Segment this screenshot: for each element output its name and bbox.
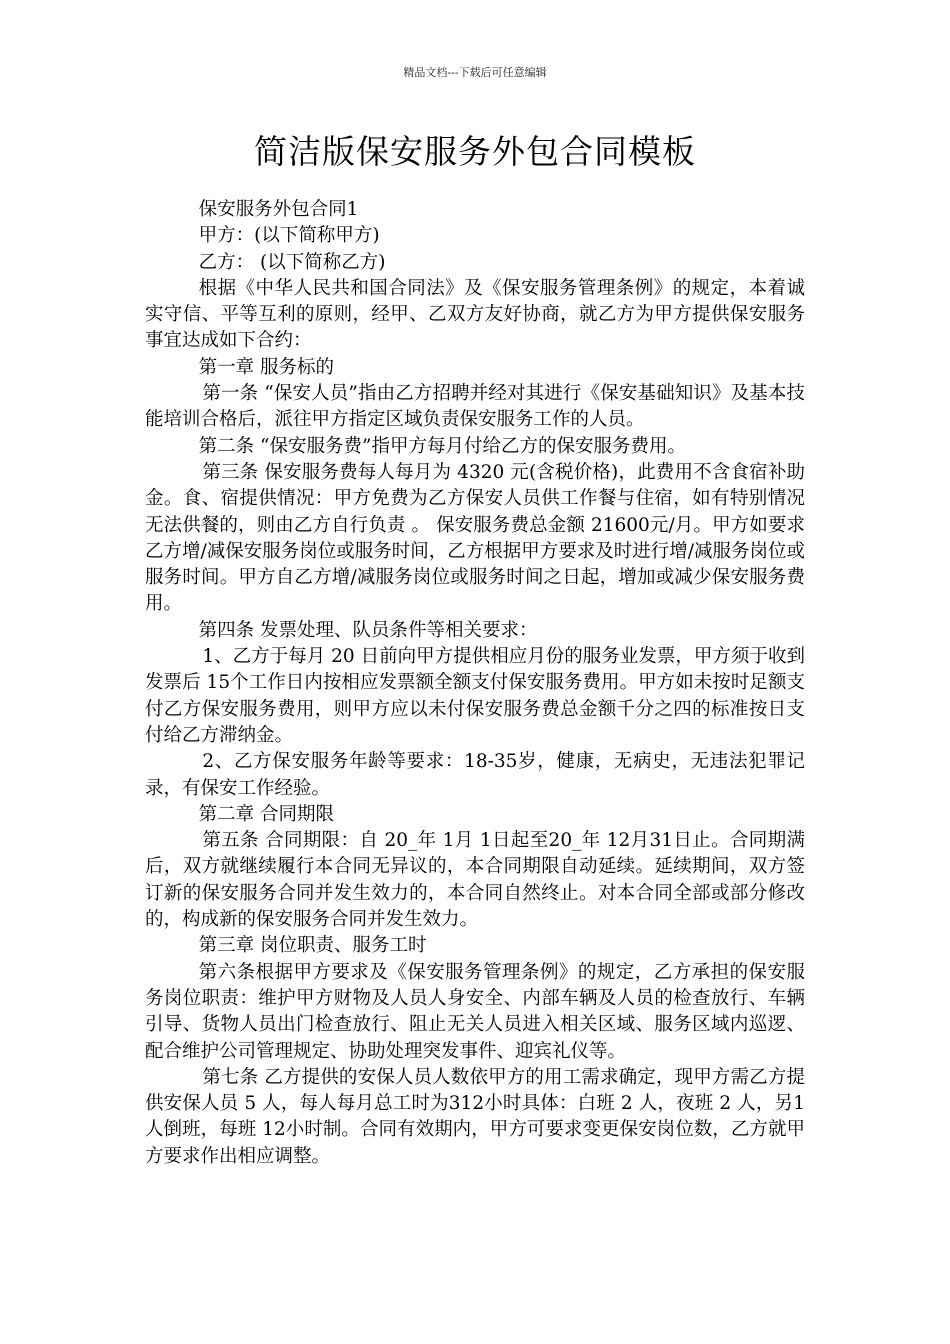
- chapter-2-heading: 第二章 合同期限: [198, 803, 335, 825]
- article-4-item-1: 1、乙方于每月 20 日前向甲方提供相应月份的服务业发票，甲方须于收到发票后 15个工作日内按相应发票额全额支付保安服务费用。甲方如未按时足额支付乙方保安服务费用，则甲方应以未付保安服务费总金额千分之四的标准按日支付给乙方滞纳金。: [145, 646, 805, 746]
- document-body: [145, 197, 805, 1170]
- page-header-note: 精品文档---下载后可任意编辑: [403, 66, 547, 79]
- contract-heading: 保安服务外包合同1: [198, 199, 359, 220]
- party-a-line: 甲方：(以下简称甲方): [198, 225, 380, 247]
- chapter-1-heading: 第一章 服务标的: [198, 356, 335, 378]
- article-2-paragraph: 第二条 “保安服务费”指甲方每月付给乙方的保安服务费用。: [198, 435, 686, 457]
- preamble-paragraph: 根据《中华人民共和国合同法》及《保安服务管理条例》的规定，本着诚实守信、平等互利的原则，经甲、乙双方友好协商，就乙方为甲方提供保安服务事宜达成如下合约：: [145, 277, 805, 352]
- article-6-paragraph: 第六条根据甲方要求及《保安服务管理条例》的规定，乙方承担的保安服务岗位职责：维护甲方财物及人员人身安全、内部车辆及人员的检查放行、车辆引导、货物人员出门检查放行、阻止无关人员进入相关区域、服务区域内巡逻、配合维护公司管理规定、协助处理突发事件、迎宾礼仪等。: [145, 961, 805, 1062]
- chapter-3-heading: 第三章 岗位职责、服务工时: [198, 935, 427, 957]
- article-5-paragraph: 第五条 合同期限：自 20_年 1月 1日起至20_年 12月31日止。合同期满后，双方就继续履行本合同无异议的，本合同期限自动延续。延续期间，双方签订新的保安服务合同并发生效力的，本合同自然终止。对本合同全部或部分修改的，构成新的保安服务合同并发生效力。: [145, 830, 805, 931]
- article-1-paragraph: 第一条 “保安人员”指由乙方招聘并经对其进行《保安基础知识》及基本技能培训合格后，派往甲方指定区域负责保安服务工作的人员。: [145, 383, 805, 431]
- article-4-item-2: 2、乙方保安服务年龄等要求：18-35岁，健康，无病史，无违法犯罪记录，有保安工作经验。: [145, 751, 805, 799]
- article-3-paragraph: 第三条 保安服务费每人每月为 4320 元(含税价格)，此费用不含食宿补助金。食、宿提供情况：甲方免费为乙方保安人员供工作餐与住宿，如有特别情况无法供餐的，则由乙方自行负责 。 保安服务费总金额 21600元/月。甲方如要求乙方增/减保安服务岗位或服务时间，乙方根据甲方要求及时进行增/减服务岗位或服务时间。甲方自乙方增/减服务岗位或服务时间之日起，增加或减少保安服务费用。: [145, 461, 805, 615]
- article-4-heading: 第四条 发票处理、队员条件等相关要求：: [198, 619, 538, 641]
- document-title: 简洁版保安服务外包合同模板: [254, 132, 696, 171]
- article-7-paragraph: 第七条 乙方提供的安保人员人数依甲方的用工需求确定，现甲方需乙方提供安保人员 5 人，每人每月总工时为312小时具体：白班 2 人，夜班 2 人，另1 人倒班，每班 12小时制。合同有效期内，甲方可要求变更保安岗位数，乙方就甲方要求作出相应调整。: [145, 1066, 805, 1167]
- party-b-line: 乙方： (以下简称乙方): [198, 251, 386, 273]
